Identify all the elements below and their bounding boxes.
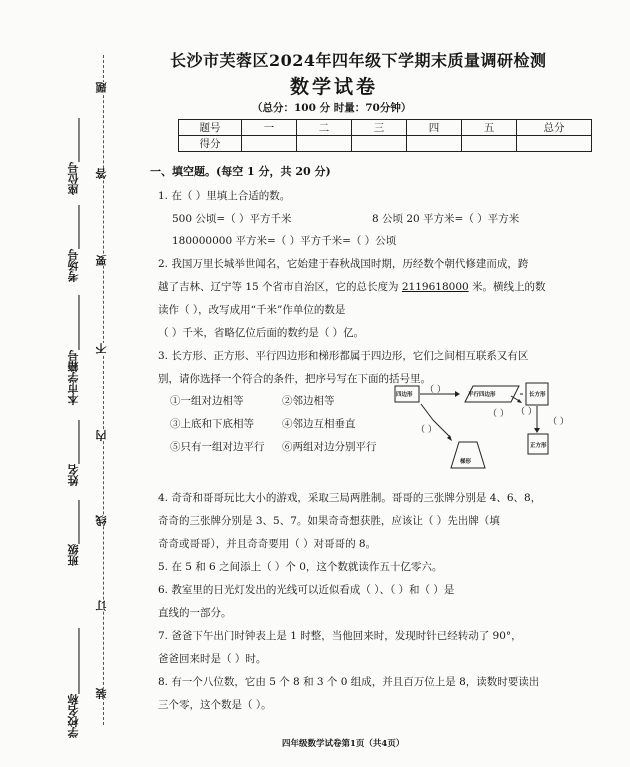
- question-2-line-4: （ ）千米，省略亿位后面的数约是（ ）亿。: [158, 327, 365, 339]
- seal-char: 装: [95, 688, 108, 699]
- question-6-line-2: 直线的一部分。: [158, 607, 232, 619]
- seal-char: 订: [95, 600, 108, 611]
- option-4: ④邻边互相垂直: [282, 418, 356, 430]
- option-3: ③上底和下底相等: [170, 418, 254, 430]
- option-5: ⑤只有一组对边平行: [170, 441, 265, 453]
- underlined-number: 2119618000: [401, 281, 469, 293]
- question-2-line-2: 越了吉林、辽宁等 15 个省市自治区，它的总长度为 2119618000 米。横线上的数: [158, 281, 546, 293]
- answer-blank[interactable]: （ ）: [416, 425, 437, 435]
- answer-blank[interactable]: （ ）: [488, 409, 509, 419]
- question-2-line-1: 2. 我国万里长城举世闻名，它始建于春秋战国时期，历经数个朝代修建而成，跨: [158, 258, 529, 270]
- question-2-line-3: 读作（ ），改写成用“千米”作单位的数是: [158, 304, 346, 316]
- score-label-cell: 得分: [179, 136, 242, 152]
- question-7-line-2: 爸爸回来时是（ ）时。: [158, 653, 267, 665]
- question-1: 1. 在（ ）里填上合适的数。: [158, 190, 291, 202]
- score-header-cell: 五: [462, 120, 517, 136]
- field-exam-room: 考场号________: [67, 205, 80, 282]
- exam-meta: （总分：100 分 时量：70分钟）: [252, 102, 412, 114]
- subject-title: 数学试卷: [290, 76, 379, 98]
- score-input-cell[interactable]: [297, 136, 352, 152]
- score-input-cell[interactable]: [517, 136, 592, 152]
- option-1: ①一组对边相等: [170, 395, 244, 407]
- seal-char: 题: [95, 82, 108, 93]
- question-6-line-1: 6. 教室里的日光灯发出的光线可以近似看成（ ）、（ ）和（ ）是: [158, 584, 455, 596]
- label-rectangle: 长方形: [529, 392, 546, 398]
- label-quadrilateral: 四边形: [396, 392, 413, 398]
- score-table-row: [179, 120, 592, 136]
- label-parallelogram: 平行四边形: [468, 392, 496, 398]
- question-1-a: 500 公顷=（ ）平方千米: [172, 213, 292, 225]
- seal-char: 要: [95, 255, 108, 266]
- question-4-line-3: 奇奇或哥哥），并且奇奇要用（ ）对哥哥的 8。: [158, 538, 377, 550]
- question-7-line-1: 7. 爸爸下午出门时钟表上是 1 时整，当他回来时，发现时针已经转动了 90°，: [158, 630, 522, 642]
- score-header-cell: 总分: [517, 120, 592, 136]
- score-table-row: [179, 136, 592, 152]
- score-input-cell[interactable]: [407, 136, 462, 152]
- score-header-cell: 二: [297, 120, 352, 136]
- arrow-head: [534, 428, 540, 433]
- question-1-b: 8 公顷 20 平方米=（ ）平方米: [372, 213, 520, 225]
- arrow-head: [447, 435, 452, 441]
- score-table: [178, 119, 592, 152]
- option-2: ②邻边相等: [282, 395, 335, 407]
- answer-blank[interactable]: （ ）: [516, 407, 537, 417]
- question-5: 5. 在 5 和 6 之间添上（ ）个 0，这个数就读作五十亿零六。: [158, 561, 443, 573]
- page-footer: 四年级数学试卷第1页（共4页）: [282, 739, 405, 749]
- binding-dashed-line: [103, 55, 104, 725]
- option-6: ⑥两组对边分别平行: [282, 441, 377, 453]
- question-8-line-2: 三个零，这个数是（ ）。: [158, 699, 272, 711]
- answer-blank[interactable]: （ ）: [425, 385, 446, 395]
- field-seat: 座位号________: [67, 118, 80, 195]
- score-input-cell[interactable]: [462, 136, 517, 152]
- score-input-cell[interactable]: [352, 136, 407, 152]
- answer-blank[interactable]: （ ）: [548, 417, 569, 427]
- field-school-name: 学校名称____________: [67, 628, 80, 738]
- seal-char: 答: [95, 168, 108, 179]
- exam-title: 长沙市芙蓉区2024年四年级下学期末质量调研检测: [170, 51, 547, 70]
- arrow-head: [455, 391, 460, 397]
- score-header-cell: 四: [407, 120, 462, 136]
- score-header-cell: 一: [242, 120, 297, 136]
- score-header-cell: 题号: [179, 120, 242, 136]
- label-square: 正方形: [530, 443, 547, 449]
- label-trapezoid: 梯形: [460, 459, 472, 465]
- section-heading: 一、填空题。(每空 1 分，共 20 分): [150, 165, 331, 178]
- field-student-id: 本市学籍号__________: [67, 295, 80, 405]
- seal-char: 线: [95, 515, 108, 526]
- field-name: 姓名________: [67, 420, 80, 486]
- question-4-line-1: 4. 奇奇和哥哥玩比大小的游戏，采取三局两胜制。哥哥的三张牌分别是 4、6、8，: [158, 492, 542, 504]
- question-1-c: 180000000 平方米=（ ）平方千米=（ ）公顷: [172, 235, 397, 247]
- binding-sidebar: [0, 0, 118, 767]
- field-class: 班级________: [67, 500, 80, 566]
- seal-char: 不: [95, 343, 108, 354]
- question-8-line-1: 8. 有一个八位数，它由 5 个 8 和 3 个 0 组成，并且百万位上是 8，读数时要读出: [158, 676, 540, 688]
- seal-char: 内: [95, 430, 108, 441]
- score-input-cell[interactable]: [242, 136, 297, 152]
- question-4-line-2: 奇奇的三张牌分别是 3、5、7。如果奇奇想获胜，应该让（ ）先出牌（填: [158, 515, 500, 527]
- question-3-line-2: 别，请你选择一个符合的条件，把序号写在下面的括号里。: [158, 373, 431, 385]
- question-3-line-1: 3. 长方形、正方形、平行四边形和梯形都属于四边形，它们之间相互联系又有区: [158, 350, 529, 362]
- arrow-line: [421, 404, 433, 420]
- score-header-cell: 三: [352, 120, 407, 136]
